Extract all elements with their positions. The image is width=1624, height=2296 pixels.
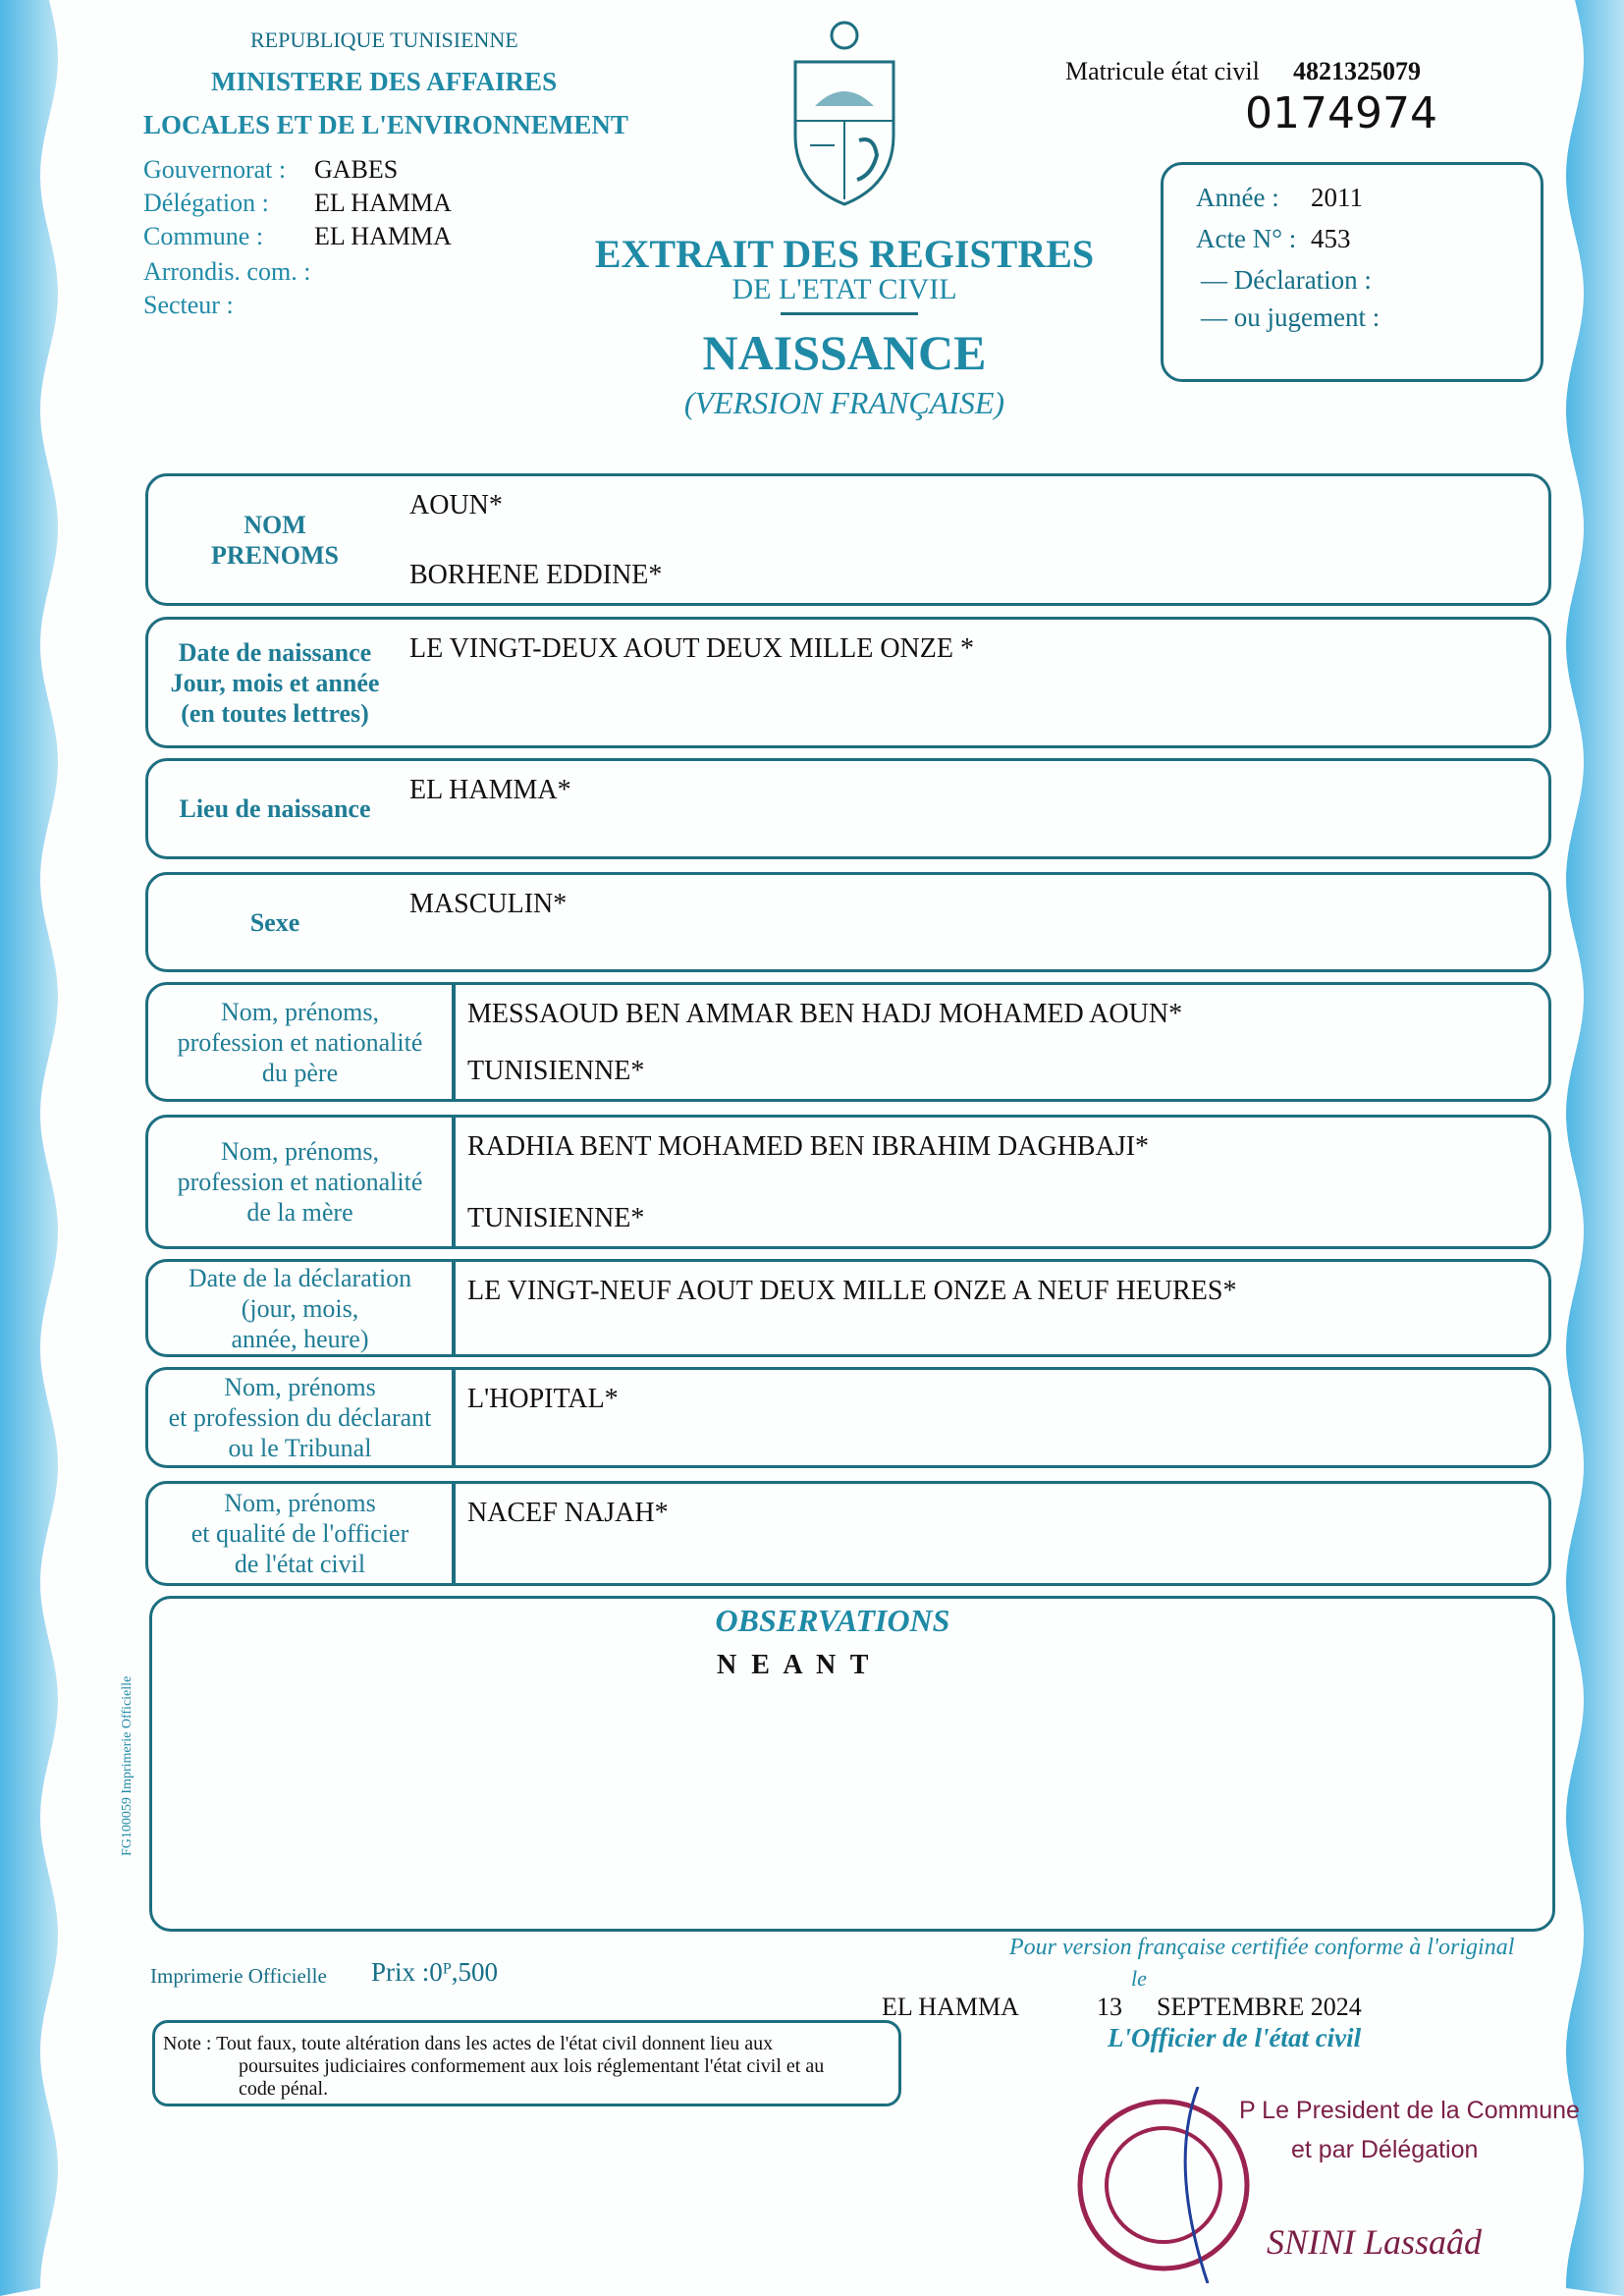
- annee-value: 2011: [1311, 183, 1363, 212]
- row-label-line: Nom, prénoms,: [220, 997, 380, 1026]
- row-label-line: Date de la déclaration: [188, 1263, 412, 1292]
- commune-label: Commune :: [143, 222, 264, 250]
- declaration-label: — Déclaration :: [1201, 265, 1372, 295]
- title-etat-civil: DE L'ETAT CIVIL: [731, 273, 957, 305]
- stamp-delegation: et par Délégation: [1291, 2136, 1479, 2163]
- row-label-line: Lieu de naissance: [179, 794, 371, 823]
- matricule-label: Matricule état civil: [1065, 57, 1260, 85]
- stamp-president: P Le President de la Commune: [1239, 2097, 1580, 2124]
- title-version: (VERSION FRANÇAISE): [683, 385, 1005, 420]
- price: Prix :0ᴾ,500: [371, 1957, 498, 1987]
- ministry-line1: MINISTERE DES AFFAIRES: [211, 67, 558, 96]
- row-label-line: de l'état civil: [234, 1550, 366, 1578]
- row-value: AOUN*: [409, 490, 503, 520]
- row-label: [148, 620, 402, 745]
- row-label: [148, 1484, 455, 1583]
- row-value: MESSAOUD BEN AMMAR BEN HADJ MOHAMED AOUN*: [467, 999, 1183, 1029]
- column-divider: [453, 985, 456, 1099]
- observations-box: [149, 1596, 1555, 1932]
- row-value: BORHENE EDDINE*: [409, 560, 663, 590]
- record-row: [145, 1259, 1551, 1357]
- observations-title: OBSERVATIONS: [715, 1603, 950, 1638]
- delegation-value: EL HAMMA: [314, 189, 452, 217]
- row-label-line: PRENOMS: [211, 540, 339, 570]
- row-label-line: Sexe: [249, 907, 300, 937]
- row-label-line: profession et nationalité: [177, 1027, 423, 1057]
- row-label-line: Nom, prénoms: [224, 1489, 376, 1517]
- row-value: TUNISIENNE*: [467, 1056, 645, 1086]
- jugement-label: — ou jugement :: [1201, 302, 1380, 332]
- note-line3: code pénal.: [239, 2078, 329, 2100]
- row-label: [148, 1370, 455, 1465]
- certified-text: Pour version française certifiée conforme à l'original: [1009, 1935, 1515, 1960]
- row-label-line: Date de naissance: [178, 637, 372, 667]
- row-value: LE VINGT-DEUX AOUT DEUX MILLE ONZE *: [409, 633, 974, 664]
- row-value: TUNISIENNE*: [467, 1203, 645, 1233]
- record-row: [145, 473, 1551, 606]
- arrondissement-label: Arrondis. com. :: [143, 257, 311, 286]
- secteur-label: Secteur :: [143, 291, 234, 319]
- officer-title: L'Officier de l'état civil: [1108, 2023, 1362, 2052]
- column-divider: [453, 1118, 456, 1246]
- note-line1: Note : Tout faux, toute altération dans les actes de l'état civil donnent lieu aux: [163, 2033, 774, 2054]
- row-label-line: et profession du déclarant: [168, 1403, 432, 1432]
- row-label-line: (en toutes lettres): [181, 698, 369, 728]
- note-line2: poursuites judiciaires conformement aux lois réglementant l'état civil et au: [239, 2055, 825, 2077]
- ministry-line2: LOCALES ET DE L'ENVIRONNEMENT: [143, 110, 628, 139]
- month-year: SEPTEMBRE 2024: [1157, 1993, 1362, 2021]
- observations-value: N E A N T: [717, 1650, 873, 1680]
- republic-label: REPUBLIQUE TUNISIENNE: [250, 27, 518, 52]
- title-extrait: EXTRAIT DES REGISTRES: [594, 232, 1095, 276]
- le-label: le: [1131, 1966, 1147, 1991]
- row-label-line: Nom, prénoms,: [220, 1137, 380, 1166]
- title-divider: [781, 312, 918, 315]
- row-label: [148, 1262, 455, 1354]
- row-label-line: de la mère: [246, 1198, 353, 1227]
- acte-value: 453: [1311, 224, 1351, 253]
- row-label: [148, 875, 402, 969]
- row-label: [148, 476, 402, 603]
- row-label-line: ou le Tribunal: [228, 1434, 372, 1462]
- row-value: LE VINGT-NEUF AOUT DEUX MILLE ONZE A NEUF HEURES*: [467, 1276, 1237, 1306]
- row-label-line: profession et nationalité: [177, 1168, 423, 1196]
- title-naissance: NAISSANCE: [702, 325, 987, 380]
- row-label: [148, 761, 402, 856]
- coat-of-arms-emblem: [785, 18, 903, 209]
- record-row: [145, 1115, 1551, 1249]
- record-row: [145, 1481, 1551, 1586]
- row-label-line: Jour, mois et année: [170, 668, 380, 697]
- day: 13: [1097, 1993, 1122, 2021]
- row-value: NACEF NAJAH*: [467, 1498, 669, 1528]
- official-stamp: [1070, 2087, 1257, 2283]
- row-value: RADHIA BENT MOHAMED BEN IBRAHIM DAGHBAJI*: [467, 1131, 1150, 1162]
- signatory-name: SNINI Lassaâd: [1267, 2222, 1483, 2262]
- row-label-line: (jour, mois,: [241, 1293, 359, 1323]
- column-divider: [453, 1484, 456, 1583]
- serial-number: 0174974: [1245, 88, 1437, 138]
- row-label-line: et qualité de l'officier: [190, 1519, 409, 1548]
- row-label-line: année, heure): [231, 1324, 369, 1353]
- row-value: EL HAMMA*: [409, 775, 571, 805]
- record-row: [145, 617, 1551, 748]
- column-divider: [453, 1370, 456, 1465]
- place: EL HAMMA: [882, 1993, 1019, 2021]
- row-label: [148, 985, 455, 1099]
- row-value: L'HOPITAL*: [467, 1384, 619, 1414]
- record-row: [145, 1367, 1551, 1468]
- side-print-code: FG100059 Imprimerie Officielle: [120, 1675, 135, 1856]
- matricule-value: 4821325079: [1293, 57, 1421, 85]
- delegation-label: Délégation :: [143, 189, 269, 217]
- legal-note-box: [152, 2020, 901, 2106]
- gouvernorat-value: GABES: [314, 155, 399, 184]
- record-row: [145, 758, 1551, 859]
- column-divider: [453, 1262, 456, 1354]
- commune-value: EL HAMMA: [314, 222, 452, 250]
- row-value: MASCULIN*: [409, 889, 568, 919]
- row-label-line: NOM: [244, 510, 306, 539]
- acte-label: Acte N° :: [1196, 224, 1297, 253]
- annee-label: Année :: [1196, 183, 1279, 212]
- gouvernorat-label: Gouvernorat :: [143, 155, 287, 184]
- row-label: [148, 1118, 455, 1246]
- row-label-line: du père: [261, 1058, 339, 1087]
- record-row: [145, 872, 1551, 972]
- record-row: [145, 982, 1551, 1102]
- row-label-line: Nom, prénoms: [224, 1373, 376, 1401]
- imprimerie-label: Imprimerie Officielle: [150, 1964, 327, 1988]
